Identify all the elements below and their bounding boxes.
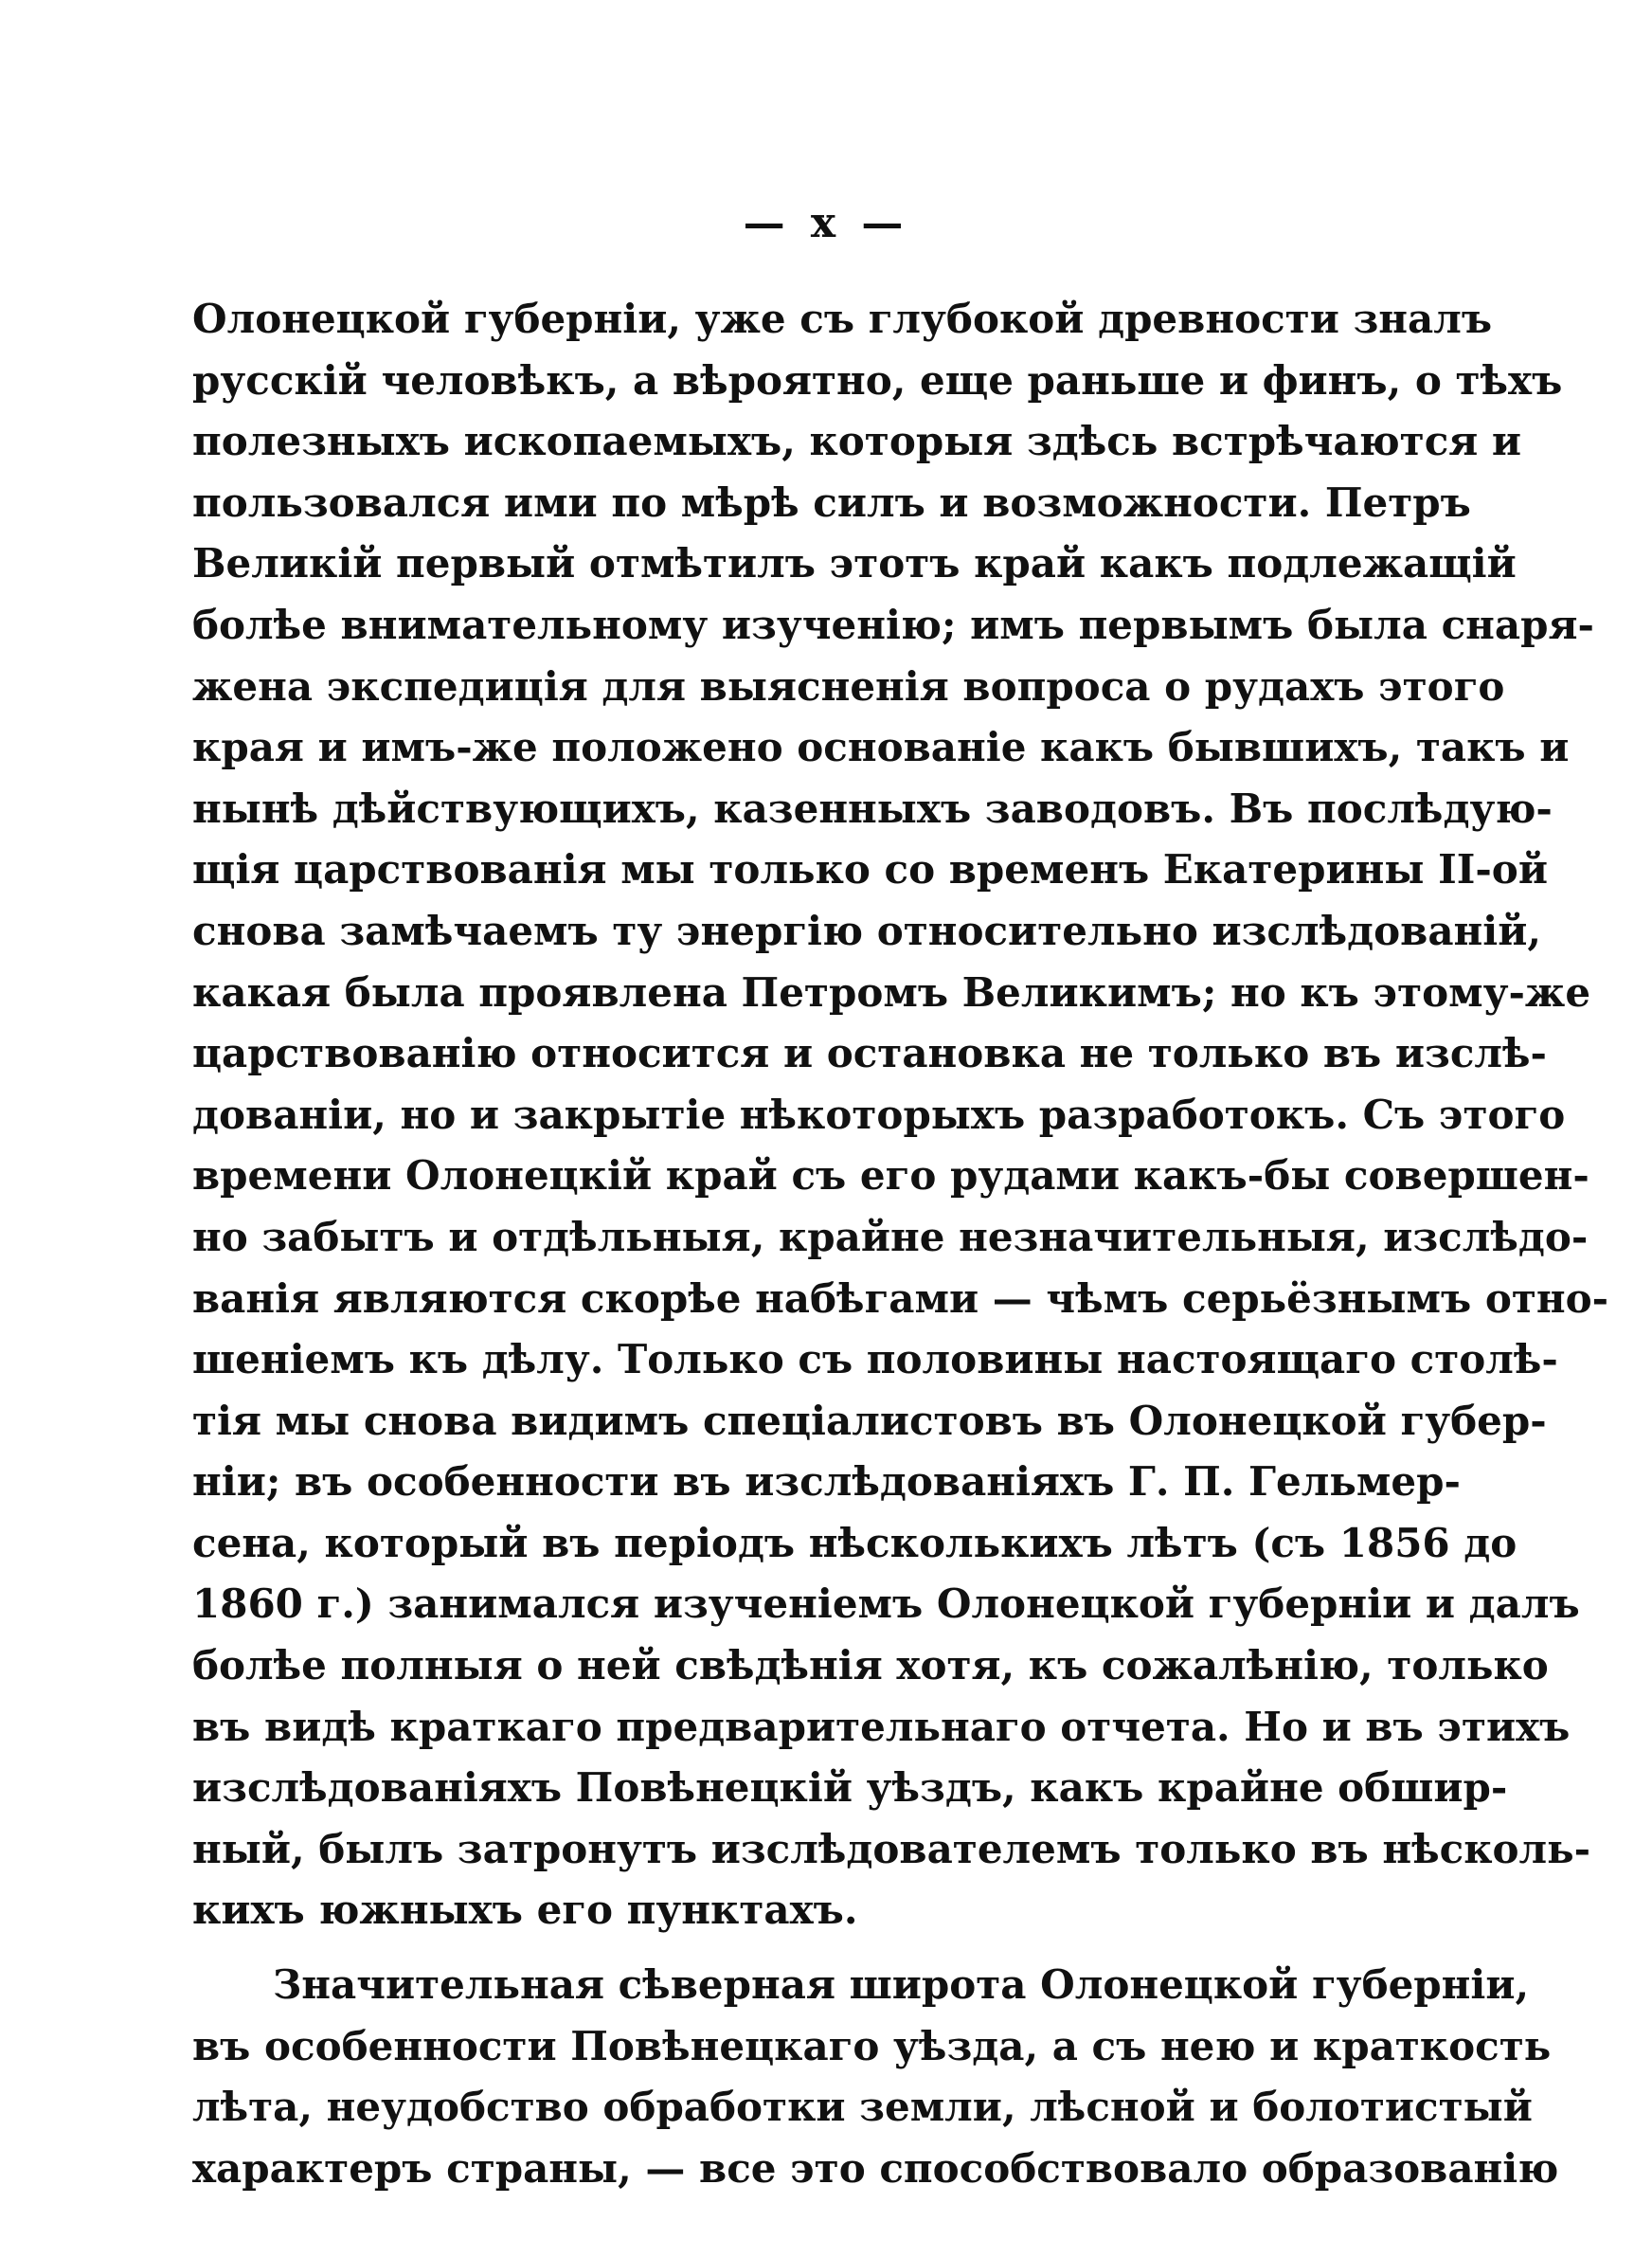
text-line: сена, который въ періодъ нѣсколькихъ лѣтъ (съ 1856 до	[192, 1519, 1517, 1566]
text-line: нынѣ дѣйствующихъ, казенныхъ заводовъ. Въ послѣдую-	[192, 785, 1553, 832]
text-line: ный, былъ затронутъ изслѣдователемъ только въ нѣсколь-	[192, 1825, 1591, 1872]
text-line: Великій первый отмѣтилъ этотъ край какъ подлежащій	[192, 540, 1517, 587]
text-line: края и имъ-же положено основаніе какъ бывшихъ, такъ и	[192, 724, 1570, 771]
text-line: ніи; въ особенности въ изслѣдованіяхъ Г. П. Гельмер-	[192, 1458, 1461, 1506]
text-line: но забытъ и отдѣльныя, крайне незначительныя, изслѣдо-	[192, 1213, 1589, 1260]
text-line: изслѣдованіяхъ Повѣнецкій уѣздъ, какъ крайне обшир-	[192, 1764, 1508, 1812]
text-line: времени Олонецкій край съ его рудами какъ-бы совершен-	[192, 1152, 1589, 1200]
text-line: дованіи, но и закрытіе нѣкоторыхъ разработокъ. Съ этого	[192, 1091, 1566, 1138]
text-line: шеніемъ къ дѣлу. Только съ половины настоящаго столѣ-	[192, 1336, 1558, 1383]
text-line: характеръ страны, — все это способствовало образованію	[192, 2144, 1559, 2192]
text-line: болѣе полныя о ней свѣдѣнія хотя, къ сожалѣнію, только	[192, 1642, 1549, 1689]
text-line: пользовался ими по мѣрѣ силъ и возможности. Петръ	[192, 478, 1471, 526]
text-line: русскій человѣкъ, а вѣроятно, еще раньше и финъ, о тѣхъ	[192, 356, 1563, 404]
text-line: 1860 г.) занимался изученіемъ Олонецкой губерніи и далъ	[192, 1580, 1580, 1628]
text-line: кихъ южныхъ его пунктахъ.	[192, 1887, 858, 1934]
text-line: тія мы снова видимъ спеціалистовъ въ Олонецкой губер-	[192, 1397, 1547, 1444]
text-line: Олонецкой губерніи, уже съ глубокой древности зналъ	[192, 296, 1493, 342]
text-line: въ особенности Повѣнецкаго уѣзда, а съ нею и краткость	[192, 2022, 1552, 2069]
paragraph-1	[192, 289, 1609, 1941]
body-text	[192, 289, 1609, 2199]
text-line: лѣта, неудобство обработки земли, лѣсной и болотистый	[192, 2084, 1533, 2131]
text-line: царствованію относится и остановка не только въ изслѣ-	[192, 1030, 1547, 1077]
text-line: какая была проявлена Петромъ Великимъ; но къ этому-же	[192, 968, 1591, 1016]
text-line: полезныхъ ископаемыхъ, которыя здѣсь встрѣчаются и	[192, 418, 1522, 465]
text-line: щія царствованія мы только со временъ Екатерины II-ой	[192, 846, 1548, 894]
text-line: ванія являются скорѣе набѣгами — чѣмъ серьёзнымъ отно-	[192, 1274, 1609, 1322]
paragraph-gap	[192, 1941, 1457, 1955]
text-line: болѣе внимательному изученію; имъ первымъ была снаря-	[192, 601, 1594, 648]
text-line: снова замѣчаемъ ту энергію относительно изслѣдованій,	[192, 907, 1542, 954]
text-line: Значительная сѣверная широта Олонецкой губерніи,	[273, 1961, 1530, 2009]
text-line: жена экспедиція для выясненія вопроса о рудахъ этого	[192, 662, 1505, 710]
text-line: въ видѣ краткаго предварительнаго отчета. Но и въ этихъ	[192, 1703, 1571, 1750]
page-number: — x —	[743, 199, 909, 247]
paragraph-2	[192, 1955, 1559, 2199]
